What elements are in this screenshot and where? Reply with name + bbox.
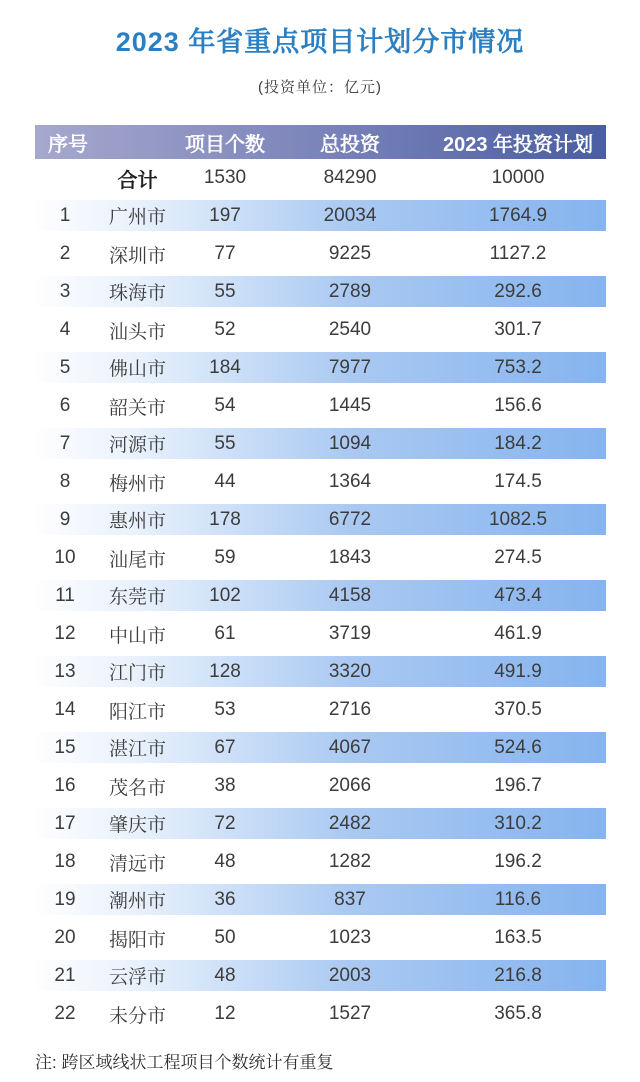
city-name: 茂名市 (108, 777, 166, 799)
project-count: 197 (209, 204, 241, 226)
row-index: 8 (59, 471, 71, 492)
city-plan-table (35, 125, 606, 1033)
total-investment: 3719 (328, 623, 372, 644)
project-count: 184 (209, 356, 241, 378)
investment-plan-2023: 473.4 (494, 584, 542, 606)
investment-plan-2023: 184.2 (494, 432, 542, 454)
city-name: 揭阳市 (108, 929, 166, 951)
row-index: 9 (59, 508, 71, 530)
total-investment: 7977 (328, 356, 372, 378)
total-investment: 1843 (328, 547, 372, 568)
total-investment: 2482 (328, 812, 372, 834)
table-row (35, 539, 606, 577)
total-investment: 2066 (328, 775, 372, 796)
project-count: 72 (214, 812, 236, 834)
row-index: 7 (59, 432, 71, 454)
project-count: 12 (214, 1003, 236, 1024)
project-count: 48 (214, 964, 236, 986)
row-index: 18 (54, 851, 76, 872)
investment-plan-2023: 1764.9 (488, 204, 548, 226)
investment-plan-2023: 196.2 (494, 851, 542, 872)
project-count: 44 (214, 471, 236, 492)
header-index: 序号 (48, 133, 88, 156)
city-name: 韶关市 (108, 397, 166, 419)
city-name: 中山市 (108, 625, 166, 647)
investment-plan-2023: 491.9 (494, 660, 542, 682)
investment-plan-2023: 310.2 (494, 812, 542, 834)
project-count: 52 (214, 319, 236, 340)
investment-plan-2023: 156.6 (494, 395, 542, 416)
city-name: 阳江市 (108, 701, 166, 723)
total-investment: 1282 (328, 851, 372, 872)
city-name: 梅州市 (108, 473, 166, 495)
project-count: 50 (214, 927, 236, 948)
row-index: 22 (54, 1003, 76, 1024)
header-project-count: 项目个数 (185, 133, 265, 156)
row-index: 6 (59, 395, 71, 416)
table-row (35, 843, 606, 881)
project-count: 61 (214, 623, 236, 644)
row-index: 12 (54, 623, 76, 644)
table-row (35, 311, 606, 349)
city-name: 惠州市 (108, 511, 166, 532)
table-row (35, 349, 606, 387)
table-row (35, 577, 606, 615)
header-plan-2023: 2023 年投资计划 (442, 133, 594, 156)
table-row (35, 197, 606, 235)
total-investment: 4067 (328, 736, 372, 758)
table-total-row (35, 159, 606, 197)
project-count: 77 (214, 243, 236, 264)
row-index: 19 (54, 888, 76, 910)
city-name: 江门市 (108, 663, 166, 684)
table-body (35, 197, 606, 1033)
city-name: 未分市 (108, 1005, 166, 1027)
unit-subtitle: (投资单位：亿元) (258, 79, 382, 96)
total-investment: 20034 (323, 204, 377, 226)
row-index: 13 (54, 660, 76, 682)
total-investment: 837 (334, 888, 366, 910)
project-count: 53 (214, 699, 236, 720)
row-index: 2 (59, 243, 71, 264)
table-row (35, 501, 606, 539)
row-index: 11 (55, 584, 75, 606)
project-count: 67 (214, 736, 236, 758)
project-count: 48 (214, 851, 236, 872)
table-row (35, 653, 606, 691)
city-name: 云浮市 (108, 967, 166, 988)
row-index: 1 (59, 204, 71, 226)
table-row (35, 729, 606, 767)
investment-plan-2023: 196.7 (494, 775, 542, 796)
row-index: 4 (59, 319, 71, 340)
investment-plan-2023: 274.5 (494, 547, 542, 568)
project-count: 178 (209, 508, 241, 530)
total-investment: 1364 (328, 471, 372, 492)
project-count: 102 (209, 584, 241, 606)
total-investment: 4158 (328, 584, 372, 606)
total-investment: 2003 (328, 964, 372, 986)
city-name: 湛江市 (108, 739, 166, 760)
total-label: 合计 (117, 169, 158, 192)
city-name: 河源市 (108, 435, 166, 456)
total-investment: 1023 (328, 927, 372, 948)
table-row (35, 995, 606, 1033)
project-count: 36 (214, 888, 236, 910)
total-investment: 1094 (328, 432, 372, 454)
table-row (35, 805, 606, 843)
table-row (35, 615, 606, 653)
table-row (35, 957, 606, 995)
row-index: 21 (54, 964, 76, 986)
city-name: 广州市 (108, 207, 166, 228)
row-index: 16 (54, 775, 76, 796)
total-plan-2023: 10000 (491, 167, 545, 188)
total-investment: 2716 (328, 699, 372, 720)
table-row (35, 691, 606, 729)
row-index: 3 (59, 280, 71, 302)
investment-plan-2023: 1082.5 (488, 508, 548, 530)
row-index: 15 (54, 736, 76, 758)
investment-plan-2023: 753.2 (494, 356, 542, 378)
footnote: 注: 跨区域线状工程项目个数统计有重复 (35, 1053, 334, 1072)
investment-plan-2023: 174.5 (494, 471, 542, 492)
investment-plan-2023: 301.7 (494, 319, 542, 340)
table-row (35, 273, 606, 311)
investment-plan-2023: 461.9 (494, 623, 542, 644)
city-name: 清远市 (108, 853, 166, 875)
investment-plan-2023: 163.5 (494, 927, 542, 948)
table-row (35, 919, 606, 957)
project-count: 59 (214, 547, 236, 568)
investment-plan-2023: 370.5 (494, 699, 542, 720)
city-name: 汕头市 (108, 321, 166, 343)
row-index: 5 (59, 356, 71, 378)
table-row (35, 881, 606, 919)
row-index: 20 (54, 927, 76, 948)
page-title: 2023 年省重点项目计划分市情况 (115, 27, 525, 57)
city-name: 潮州市 (108, 891, 166, 912)
total-investment: 1527 (328, 1003, 372, 1024)
row-index: 10 (54, 547, 76, 568)
total-investment: 3320 (328, 660, 372, 682)
table-header-row (35, 125, 606, 159)
total-project-count: 1530 (203, 167, 247, 188)
total-investment: 1445 (328, 395, 372, 416)
city-name: 肇庆市 (108, 815, 166, 836)
project-count: 38 (214, 775, 236, 796)
investment-plan-2023: 365.8 (494, 1003, 542, 1024)
total-investment: 2789 (328, 280, 372, 302)
header-total-investment: 总投资 (320, 133, 380, 156)
city-name: 东莞市 (108, 587, 166, 608)
project-count: 55 (214, 432, 236, 454)
city-name: 深圳市 (108, 245, 166, 267)
investment-plan-2023: 116.6 (494, 888, 542, 910)
investment-plan-2023: 216.8 (494, 964, 542, 986)
project-count: 55 (214, 280, 236, 302)
investment-plan-2023: 292.6 (494, 280, 542, 302)
project-count: 54 (214, 395, 236, 416)
table-row (35, 767, 606, 805)
table-row (35, 425, 606, 463)
total-total-investment: 84290 (323, 167, 377, 188)
city-name: 佛山市 (108, 359, 166, 380)
table-row (35, 235, 606, 273)
row-index: 17 (54, 812, 76, 834)
city-name: 珠海市 (108, 283, 166, 304)
table-row (35, 463, 606, 501)
total-investment: 9225 (328, 243, 372, 264)
city-name: 汕尾市 (108, 549, 166, 571)
project-count: 128 (209, 660, 241, 682)
table-row (35, 387, 606, 425)
row-index: 14 (54, 699, 76, 720)
investment-plan-2023: 1127.2 (489, 243, 547, 264)
investment-plan-2023: 524.6 (494, 736, 542, 758)
total-investment: 6772 (328, 508, 372, 530)
total-investment: 2540 (328, 319, 372, 340)
